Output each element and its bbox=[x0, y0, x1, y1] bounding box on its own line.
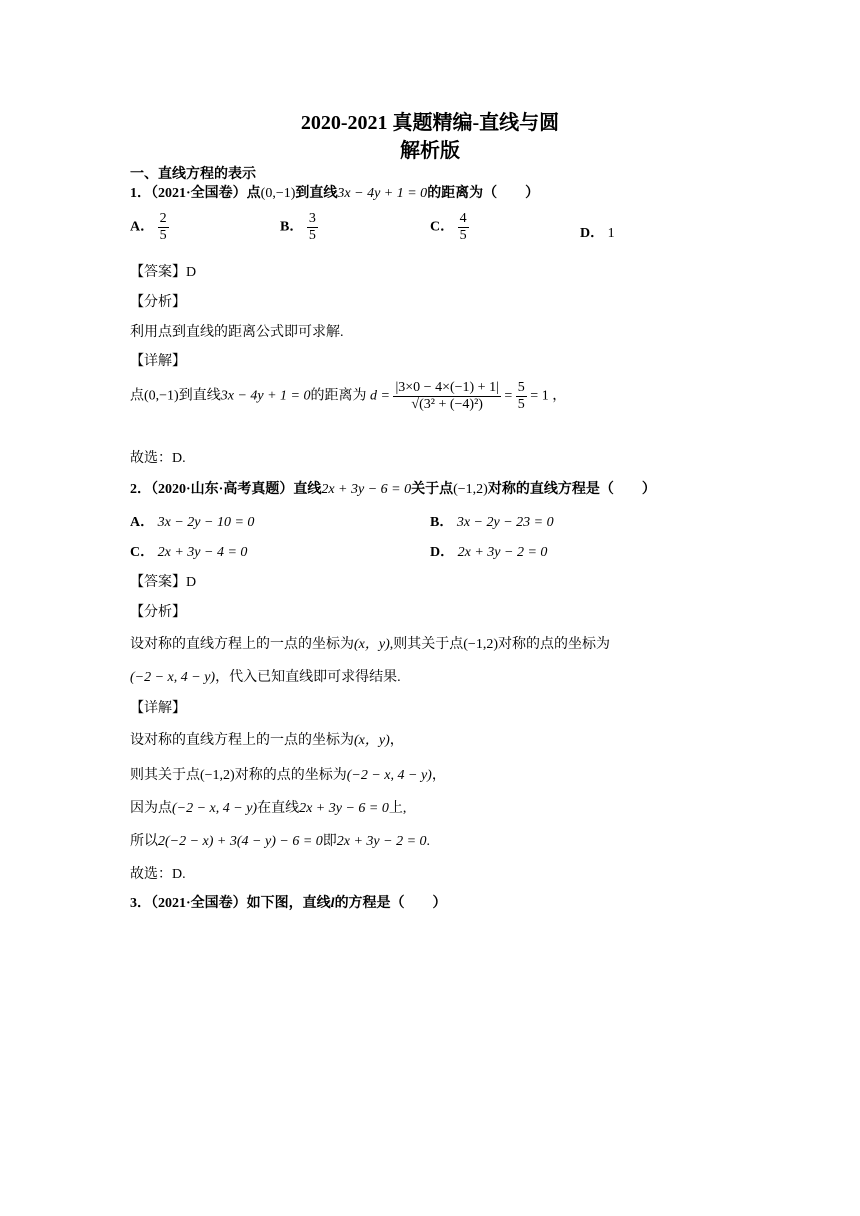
numerator: 5 bbox=[517, 380, 525, 395]
text: 因为点 bbox=[130, 801, 172, 816]
q2-point: (−1,2) bbox=[453, 482, 488, 497]
coord: (x，y) bbox=[354, 637, 390, 652]
q2-option-d bbox=[430, 541, 547, 561]
option-value: 3x − 2y − 23 = 0 bbox=[456, 515, 554, 530]
q2-choose: 故选：D. bbox=[130, 867, 186, 882]
q1-option-d bbox=[580, 222, 615, 242]
detail-mid: 到直线 bbox=[178, 388, 221, 404]
denominator: 5 bbox=[308, 228, 316, 243]
coord: (x，y) bbox=[354, 733, 390, 748]
q1-stem bbox=[130, 182, 539, 202]
coord: (−2 − x, 4 − y) bbox=[346, 768, 432, 783]
option-key: A． bbox=[130, 515, 155, 530]
q2-option-b bbox=[430, 511, 554, 531]
q1-answer: 【答案】D bbox=[130, 265, 197, 280]
text: ,则其关于点 bbox=[389, 637, 464, 652]
equation: 2x + 3y − 2 = 0 bbox=[336, 834, 427, 849]
coord: (−2 − x, 4 − y) bbox=[172, 801, 258, 816]
q2-analysis-line1 bbox=[130, 633, 610, 653]
q2-label: 2．（2020·山东·高考真题）直线 bbox=[130, 482, 322, 497]
denominator: 5 bbox=[517, 397, 525, 412]
doc-title: 2020-2021 真题精编-直线与圆 bbox=[300, 112, 560, 134]
q1-option-a bbox=[130, 211, 169, 244]
detail-line: 3x − 4y + 1 = 0 bbox=[220, 388, 311, 404]
q1-choose: 故选：D. bbox=[130, 451, 186, 466]
option-value: 3x − 2y − 10 = 0 bbox=[157, 515, 255, 530]
text: ， bbox=[431, 768, 446, 783]
distance-var: d = bbox=[370, 388, 390, 404]
text: ，代入已知直线即可求得结果. bbox=[215, 670, 401, 685]
q2-detail-line4 bbox=[130, 830, 430, 850]
denominator: √(3² + (−4)²) bbox=[411, 397, 483, 412]
option-value: 2x + 3y − 4 = 0 bbox=[157, 545, 248, 560]
q2-detail-line2 bbox=[130, 764, 446, 784]
text: 对称的点的坐标为 bbox=[234, 768, 347, 783]
fraction bbox=[458, 211, 469, 244]
coord: (−1,2) bbox=[463, 637, 498, 652]
q2-option-c bbox=[130, 541, 247, 561]
detail-text: 的距离为 bbox=[310, 388, 367, 404]
option-key: A． bbox=[130, 219, 155, 235]
option-key: B． bbox=[430, 515, 454, 530]
q1-line: 3x − 4y + 1 = 0 bbox=[337, 186, 428, 201]
q1-tail: 的距离为（ ） bbox=[427, 186, 540, 201]
option-key: C． bbox=[130, 545, 155, 560]
option-key: C． bbox=[430, 219, 455, 235]
text: 所以 bbox=[130, 834, 158, 849]
text: 即 bbox=[322, 834, 337, 849]
coord: (−1,2) bbox=[200, 768, 235, 783]
section-heading: 一、直线方程的表示 bbox=[130, 167, 256, 182]
q1-point: (0,−1) bbox=[260, 186, 296, 201]
text: ， bbox=[389, 733, 404, 748]
denominator: 5 bbox=[459, 228, 467, 243]
numerator: |3×0 − 4×(−1) + 1| bbox=[395, 380, 499, 395]
q2-mid: 关于点 bbox=[411, 482, 454, 497]
distance-fraction bbox=[393, 380, 500, 413]
option-key: B． bbox=[280, 219, 304, 235]
q3-var: l bbox=[330, 896, 335, 911]
q1-detail-formula: 点(0,−1)到直线3x − 4y + 1 = 0的距离为 d = $\frac{|3\times 0 - 4\times(-1) + 1|}{\text{√(3² + (−4)²)}}$ = $\frac{5}{5}$ = 1 ， bbox=[130, 380, 567, 412]
q3-label: 3．（2021·全国卷）如下图，直线 bbox=[130, 896, 331, 911]
text: 对称的点的坐标为 bbox=[498, 637, 610, 652]
detail-point: (0,−1) bbox=[144, 388, 179, 404]
text: 设对称的直线方程上的一点的坐标为 bbox=[130, 733, 354, 748]
q2-option-a bbox=[130, 511, 254, 531]
result-fraction bbox=[516, 380, 527, 413]
q2-detail-line3 bbox=[130, 797, 406, 817]
option-key: D． bbox=[430, 545, 455, 560]
option-key: D． bbox=[580, 226, 605, 241]
q1-analysis-head: 【分析】 bbox=[130, 295, 186, 310]
result-tail: = 1 ， bbox=[530, 388, 567, 404]
text: 则其关于点 bbox=[130, 768, 200, 783]
q2-analysis-line2 bbox=[130, 666, 401, 686]
q2-detail-line1 bbox=[130, 729, 404, 749]
coord: (−2 − x, 4 − y) bbox=[130, 670, 216, 685]
q1-detail-head: 【详解】 bbox=[130, 354, 186, 369]
text: 上, bbox=[388, 801, 407, 816]
text: 设对称的直线方程上的一点的坐标为 bbox=[130, 637, 354, 652]
numerator: 4 bbox=[459, 211, 467, 226]
fraction bbox=[307, 211, 318, 244]
numerator: 3 bbox=[308, 211, 316, 226]
q2-tail: 对称的直线方程是（ ） bbox=[487, 482, 656, 497]
q2-line: 2x + 3y − 6 = 0 bbox=[321, 482, 412, 497]
text: 在直线 bbox=[257, 801, 300, 816]
q1-label: 1．（2021·全国卷）点 bbox=[130, 186, 261, 201]
q1-option-b bbox=[280, 211, 318, 244]
q1-mid: 到直线 bbox=[295, 186, 338, 201]
option-value: 1 bbox=[607, 226, 615, 241]
doc-subtitle: 解析版 bbox=[400, 140, 460, 162]
detail-prefix: 点 bbox=[130, 388, 144, 404]
denominator: 5 bbox=[159, 228, 167, 243]
fraction bbox=[158, 211, 169, 244]
option-value: 2x + 3y − 2 = 0 bbox=[457, 545, 548, 560]
q2-detail-head: 【详解】 bbox=[130, 701, 186, 716]
equation: 2x + 3y − 6 = 0 bbox=[299, 801, 389, 816]
q3-stem bbox=[130, 892, 447, 912]
q3-tail: 的方程是（ ） bbox=[334, 896, 447, 911]
q2-answer: 【答案】D bbox=[130, 575, 197, 590]
numerator: 2 bbox=[159, 211, 167, 226]
equation: 2(−2 − x) + 3(4 − y) − 6 = 0 bbox=[158, 834, 323, 849]
q2-stem bbox=[130, 478, 656, 498]
q1-option-c bbox=[430, 211, 469, 244]
q1-analysis: 利用点到直线的距离公式即可求解. bbox=[130, 325, 344, 340]
q2-analysis-head: 【分析】 bbox=[130, 605, 186, 620]
text: . bbox=[426, 834, 431, 849]
